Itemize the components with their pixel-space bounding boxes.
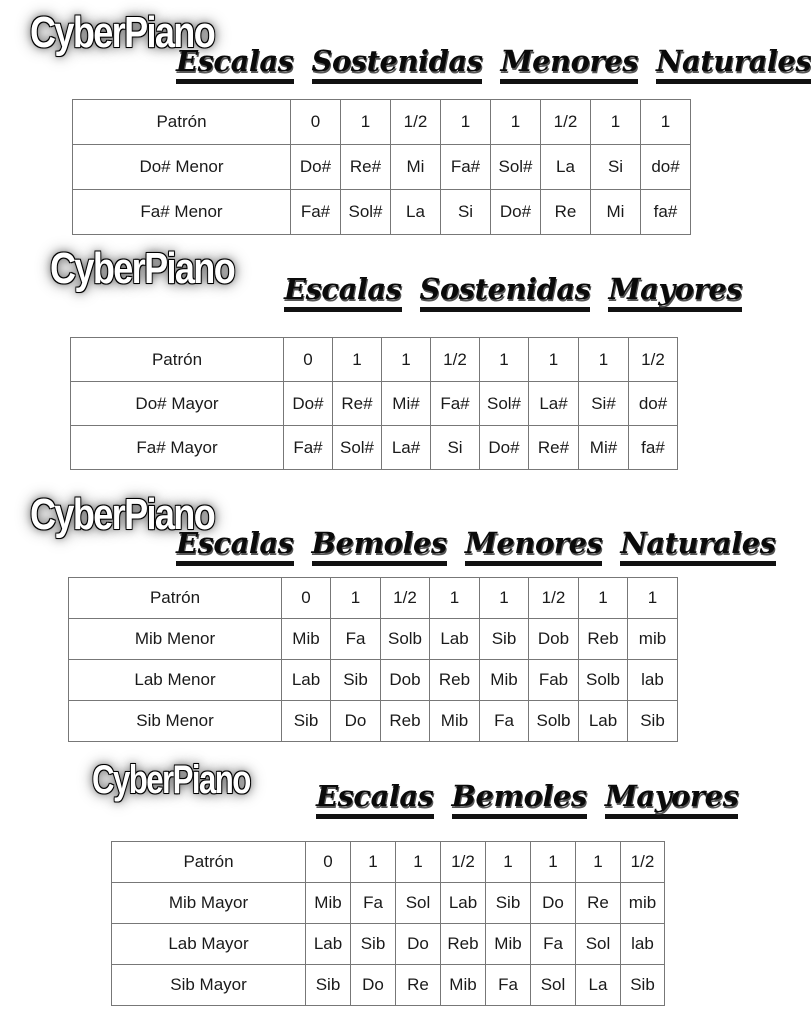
interval-cell: 1 [441,100,491,145]
note-cell: Sib [306,965,351,1006]
interval-cell: 1 [529,338,579,382]
note-cell: Fa [531,924,576,965]
scale-row [69,701,678,742]
note-cell: Si [431,426,480,470]
interval-cell: 1/2 [621,842,665,883]
interval-cell: 1 [486,842,531,883]
interval-cell: 1/2 [391,100,441,145]
note-cell: Do# [291,145,341,190]
interval-cell: 0 [284,338,333,382]
note-cell: Solb [579,660,628,701]
title-word: Escalas [176,526,294,566]
note-cell: Sib [628,701,678,742]
scale-row [69,619,678,660]
note-cell: Mib [430,701,480,742]
cyberpiano-logo: CyberPiano [50,244,235,293]
interval-cell: 1 [382,338,431,382]
note-cell: Do [396,924,441,965]
title-word: Naturales [656,44,811,84]
note-cell: Dob [529,619,579,660]
pattern-row [73,100,691,145]
note-cell: Re [576,883,621,924]
note-cell: mib [621,883,665,924]
note-cell: Mi# [382,382,431,426]
note-cell: Solb [381,619,430,660]
note-cell: lab [621,924,665,965]
row-label: Lab Menor [69,660,282,701]
note-cell: Sol# [341,190,391,235]
note-cell: Fa [351,883,396,924]
note-cell: Lab [306,924,351,965]
scale-row [112,883,665,924]
title-word: Escalas [176,44,294,84]
note-cell: Mi# [579,426,629,470]
note-cell: Sib [486,883,531,924]
scale-row [71,426,678,470]
row-label: Fa# Mayor [71,426,284,470]
row-label: Patrón [112,842,306,883]
scale-table [68,577,678,742]
title-word: Menores [500,44,638,84]
scale-row [69,660,678,701]
scale-row [73,145,691,190]
interval-cell: 1 [430,578,480,619]
note-cell: La# [382,426,431,470]
row-label: Mib Mayor [112,883,306,924]
cyberpiano-logo: CyberPiano [30,8,215,57]
note-cell: Mib [306,883,351,924]
note-cell: Re# [333,382,382,426]
note-cell: Do [531,883,576,924]
note-cell: Do# [480,426,529,470]
note-cell: Solb [529,701,579,742]
interval-cell: 1/2 [529,578,579,619]
note-cell: Reb [430,660,480,701]
row-label: Fa# Menor [73,190,291,235]
row-label: Patrón [71,338,284,382]
interval-cell: 1 [480,578,529,619]
scale-row [71,382,678,426]
title-word: Bemoles [312,526,447,566]
scale-row [112,965,665,1006]
note-cell: Mi [391,145,441,190]
note-cell: Re# [529,426,579,470]
section-title [316,779,738,819]
note-cell: Lab [282,660,331,701]
note-cell: do# [641,145,691,190]
note-cell: Do# [284,382,333,426]
note-cell: fa# [629,426,678,470]
note-cell: Fab [529,660,579,701]
interval-cell: 1 [341,100,391,145]
note-cell: fa# [641,190,691,235]
note-cell: Re# [341,145,391,190]
title-word: Menores [465,526,603,566]
section-title [176,526,776,566]
interval-cell: 1 [628,578,678,619]
note-cell: Mib [480,660,529,701]
note-cell: Mib [441,965,486,1006]
note-cell: Sol# [491,145,541,190]
cyberpiano-logo: CyberPiano [92,758,250,802]
interval-cell: 1 [491,100,541,145]
scale-table [111,841,665,1006]
row-label: Do# Mayor [71,382,284,426]
note-cell: Fa [486,965,531,1006]
scale-table [70,337,678,470]
row-label: Patrón [69,578,282,619]
title-word: Escalas [316,779,434,819]
note-cell: Sol# [480,382,529,426]
row-label: Do# Menor [73,145,291,190]
interval-cell: 1/2 [431,338,480,382]
scale-row [112,924,665,965]
note-cell: Mi [591,190,641,235]
interval-cell: 1 [480,338,529,382]
row-label: Sib Mayor [112,965,306,1006]
interval-cell: 1 [351,842,396,883]
title-word: Bemoles [452,779,587,819]
note-cell: Reb [579,619,628,660]
note-cell: Reb [381,701,430,742]
note-cell: Si [441,190,491,235]
note-cell: Mib [282,619,331,660]
note-cell: Sol [576,924,621,965]
note-cell: Do [351,965,396,1006]
row-label: Mib Menor [69,619,282,660]
interval-cell: 1 [576,842,621,883]
interval-cell: 0 [291,100,341,145]
note-cell: Dob [381,660,430,701]
note-cell: Fa [480,701,529,742]
note-cell: Re [541,190,591,235]
interval-cell: 1/2 [441,842,486,883]
note-cell: Sib [480,619,529,660]
interval-cell: 0 [282,578,331,619]
note-cell: Si [591,145,641,190]
note-cell: Sib [621,965,665,1006]
note-cell: Lab [430,619,480,660]
note-cell: Sib [282,701,331,742]
note-cell: lab [628,660,678,701]
note-cell: Fa# [284,426,333,470]
scale-table [72,99,691,235]
note-cell: Sib [351,924,396,965]
note-cell: Mib [486,924,531,965]
pattern-row [69,578,678,619]
note-cell: Lab [441,883,486,924]
title-word: Sostenidas [420,272,591,312]
title-word: Mayores [605,779,739,819]
note-cell: La# [529,382,579,426]
note-cell: Fa# [291,190,341,235]
note-cell: Sol [396,883,441,924]
note-cell: Re [396,965,441,1006]
interval-cell: 1 [333,338,382,382]
pattern-row [112,842,665,883]
interval-cell: 1 [641,100,691,145]
note-cell: Fa# [431,382,480,426]
interval-cell: 1 [579,578,628,619]
note-cell: Fa# [441,145,491,190]
note-cell: Reb [441,924,486,965]
interval-cell: 1 [591,100,641,145]
note-cell: Si# [579,382,629,426]
title-word: Escalas [284,272,402,312]
title-word: Naturales [620,526,775,566]
note-cell: La [576,965,621,1006]
interval-cell: 1/2 [541,100,591,145]
note-cell: La [391,190,441,235]
title-word: Mayores [608,272,742,312]
note-cell: Fa [331,619,381,660]
section-title [284,272,742,312]
interval-cell: 1 [579,338,629,382]
row-label: Sib Menor [69,701,282,742]
section-title [176,44,811,84]
interval-cell: 1/2 [381,578,430,619]
interval-cell: 1 [331,578,381,619]
row-label: Lab Mayor [112,924,306,965]
title-word: Sostenidas [312,44,483,84]
note-cell: Sol# [333,426,382,470]
note-cell: Lab [579,701,628,742]
note-cell: Sib [331,660,381,701]
interval-cell: 1 [396,842,441,883]
row-label: Patrón [73,100,291,145]
cyberpiano-logo: CyberPiano [30,490,215,539]
interval-cell: 1/2 [629,338,678,382]
note-cell: do# [629,382,678,426]
pattern-row [71,338,678,382]
interval-cell: 0 [306,842,351,883]
note-cell: Do [331,701,381,742]
note-cell: mib [628,619,678,660]
note-cell: Do# [491,190,541,235]
note-cell: Sol [531,965,576,1006]
scale-row [73,190,691,235]
note-cell: La [541,145,591,190]
interval-cell: 1 [531,842,576,883]
